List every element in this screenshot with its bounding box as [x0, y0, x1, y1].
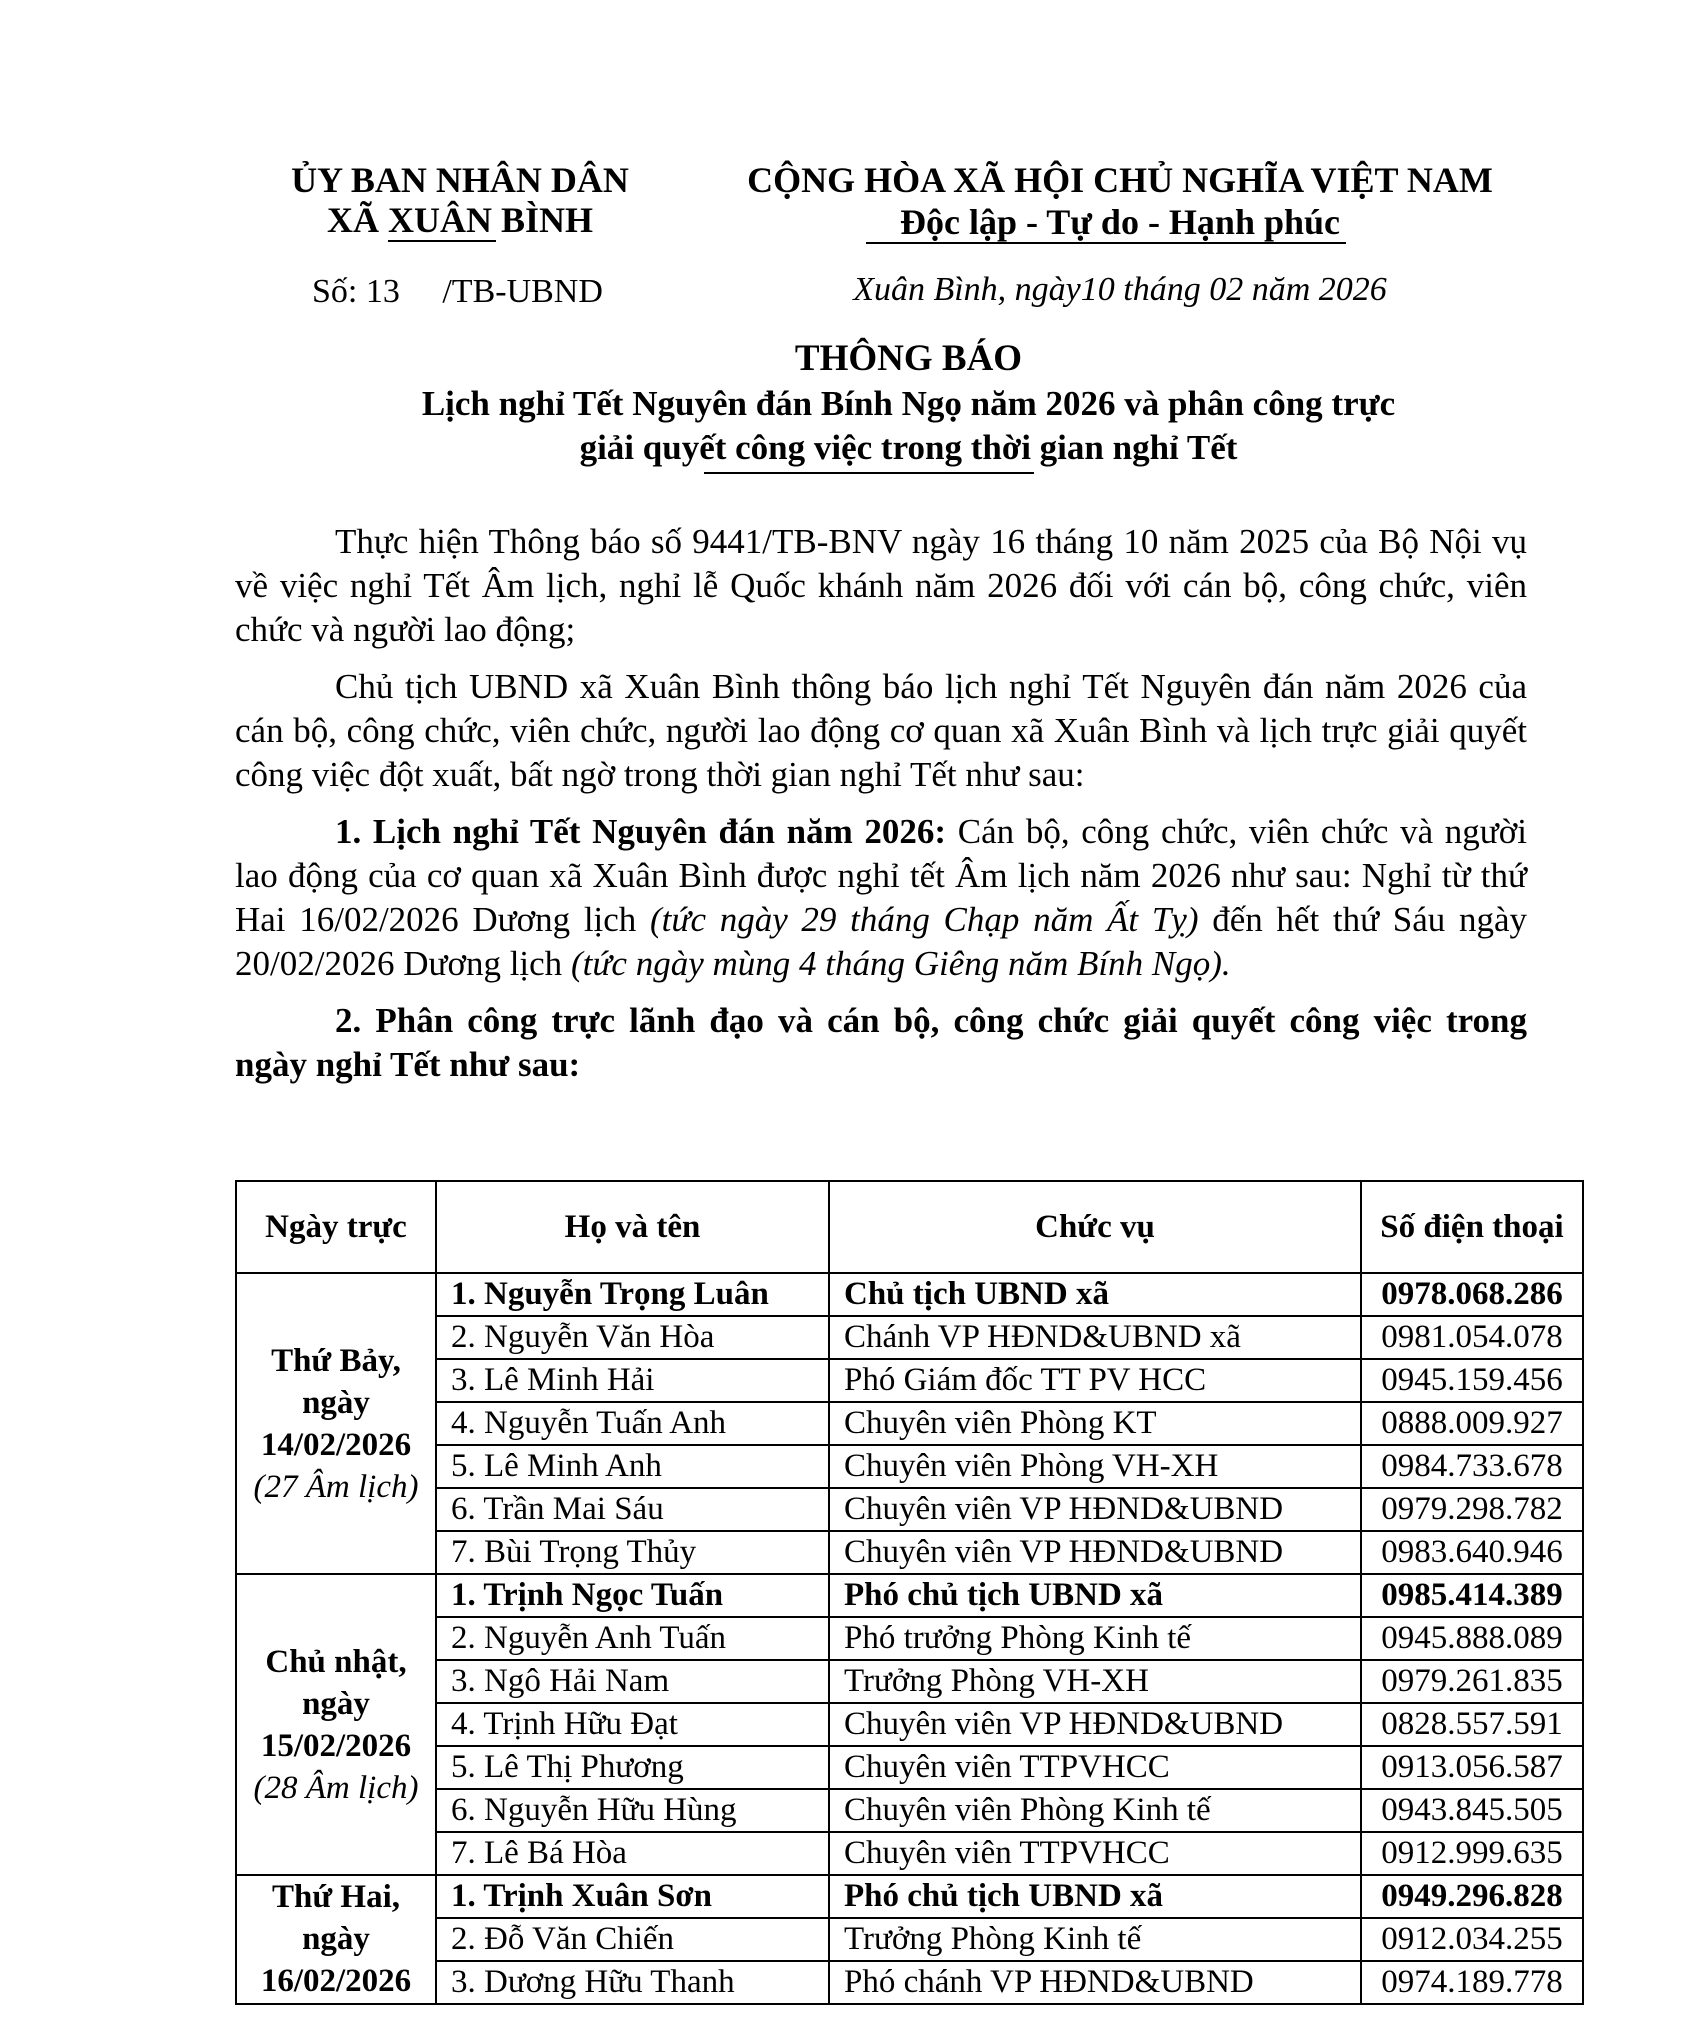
staff-position: Phó trưởng Phòng Kinh tế: [829, 1617, 1361, 1660]
staff-name: 2. Nguyễn Anh Tuấn: [436, 1617, 829, 1660]
staff-name: 4. Trịnh Hữu Đạt: [436, 1703, 829, 1746]
staff-name: 4. Nguyễn Tuấn Anh: [436, 1402, 829, 1445]
doc-subtitle-line2: giải quyết công việc trong thời gian nghỉ Tết: [579, 428, 1238, 467]
staff-phone: 0978.068.286: [1361, 1273, 1583, 1316]
section-1: [235, 810, 1527, 986]
duty-day-cell: [236, 1875, 436, 2004]
staff-name: 5. Lê Minh Anh: [436, 1445, 829, 1488]
paragraph-announcement: Chủ tịch UBND xã Xuân Bình thông báo lịch nghỉ Tết Nguyên đán năm 2026 của cán bộ, công chức, viên chức, người lao động cơ quan xã Xuân Bình và lịch trực giải quyết công việc đột xuất, bất ngờ trong thời gian nghỉ Tết như sau:: [235, 667, 1527, 794]
staff-name: 3. Lê Minh Hải: [436, 1359, 829, 1402]
table-row: [236, 1617, 1583, 1660]
body-content: [235, 520, 1527, 1087]
staff-phone: 0828.557.591: [1361, 1703, 1583, 1746]
table-row: [236, 1918, 1583, 1961]
staff-phone: 0979.298.782: [1361, 1488, 1583, 1531]
staff-phone: 0983.640.946: [1361, 1531, 1583, 1574]
table-row: [236, 1488, 1583, 1531]
staff-phone: 0912.999.635: [1361, 1832, 1583, 1875]
staff-name: 2. Nguyễn Văn Hòa: [436, 1316, 829, 1359]
staff-phone: 0913.056.587: [1361, 1746, 1583, 1789]
staff-position: Phó chủ tịch UBND xã: [829, 1875, 1361, 1918]
table-header-row: [236, 1181, 1583, 1273]
header-position: Chức vụ: [829, 1181, 1361, 1273]
table-row: [236, 1961, 1583, 2004]
staff-name: 2. Đỗ Văn Chiến: [436, 1918, 829, 1961]
staff-phone: 0945.888.089: [1361, 1617, 1583, 1660]
staff-phone: 0981.054.078: [1361, 1316, 1583, 1359]
table-row: [236, 1832, 1583, 1875]
staff-phone: 0949.296.828: [1361, 1875, 1583, 1918]
staff-name: 6. Trần Mai Sáu: [436, 1488, 829, 1531]
staff-name: 1. Trịnh Xuân Sơn: [436, 1875, 829, 1918]
staff-position: Phó chủ tịch UBND xã: [829, 1574, 1361, 1617]
staff-phone: 0945.159.456: [1361, 1359, 1583, 1402]
staff-phone: 0985.414.389: [1361, 1574, 1583, 1617]
staff-phone: 0979.261.835: [1361, 1660, 1583, 1703]
table-row: [236, 1789, 1583, 1832]
section-1-text-b: đến hết thứ Sáu ngày 20/02/2026 Dương lịch: [235, 900, 1527, 983]
duty-day: Chủ nhật, ngày 15/02/2026: [260, 1643, 412, 1764]
doc-number: Số: 13 /TB-UBND: [312, 273, 603, 310]
staff-position: Chuyên viên TTPVHCC: [829, 1832, 1361, 1875]
section-1-heading: 1. Lịch nghỉ Tết Nguyên đán năm 2026:: [335, 812, 947, 851]
staff-position: Chuyên viên VP HĐND&UBND: [829, 1488, 1361, 1531]
staff-position: Chuyên viên Phòng Kinh tế: [829, 1789, 1361, 1832]
staff-position: Chuyên viên VP HĐND&UBND: [829, 1531, 1361, 1574]
table-row: [236, 1746, 1583, 1789]
header-day: Ngày trực: [236, 1181, 436, 1273]
staff-name: 3. Dương Hữu Thanh: [436, 1961, 829, 2004]
staff-name: 1. Trịnh Ngọc Tuấn: [436, 1574, 829, 1617]
place-date: Xuân Bình, ngày10 tháng 02 năm 2026: [853, 271, 1387, 308]
staff-position: Phó Giám đốc TT PV HCC: [829, 1359, 1361, 1402]
org-underline: [388, 240, 496, 242]
section-1-lunar-a: (tức ngày 29 tháng Chạp năm Ất Tỵ): [650, 900, 1199, 939]
duty-day-lunar: (28 Âm lịch): [253, 1769, 419, 1806]
staff-name: 5. Lê Thị Phương: [436, 1746, 829, 1789]
staff-position: Chuyên viên Phòng VH-XH: [829, 1445, 1361, 1488]
duty-day: Thứ Bảy, ngày 14/02/2026: [260, 1342, 412, 1463]
doc-subtitle-line1: Lịch nghỉ Tết Nguyên đán Bính Ngọ năm 2026 và phân công trực: [421, 384, 1396, 423]
staff-name: 7. Lê Bá Hòa: [436, 1832, 829, 1875]
table-row: [236, 1660, 1583, 1703]
duty-schedule-table: [235, 1180, 1584, 2005]
staff-position: Chuyên viên VP HĐND&UBND: [829, 1703, 1361, 1746]
doc-title: THÔNG BÁO: [794, 338, 1023, 379]
duty-day-lunar: (27 Âm lịch): [253, 1468, 419, 1505]
section-2-heading: 2. Phân công trực lãnh đạo và cán bộ, công chức giải quyết công việc trong ngày nghỉ Tết như sau:: [235, 1001, 1527, 1084]
staff-position: Chuyên viên TTPVHCC: [829, 1746, 1361, 1789]
table-row: [236, 1445, 1583, 1488]
staff-phone: 0943.845.505: [1361, 1789, 1583, 1832]
duty-day-cell: [236, 1574, 436, 1875]
table-row: [236, 1273, 1583, 1316]
nation-title: CỘNG HÒA XÃ HỘI CHỦ NGHĨA VIỆT NAM: [747, 160, 1493, 200]
title-underline: [704, 472, 1034, 474]
org-name-line1: ỦY BAN NHÂN DÂN: [291, 160, 629, 200]
staff-name: 7. Bùi Trọng Thủy: [436, 1531, 829, 1574]
staff-position: Chủ tịch UBND xã: [829, 1273, 1361, 1316]
staff-phone: 0974.189.778: [1361, 1961, 1583, 2004]
staff-position: Chánh VP HĐND&UBND xã: [829, 1316, 1361, 1359]
table-row: [236, 1359, 1583, 1402]
staff-phone: 0888.009.927: [1361, 1402, 1583, 1445]
table-row: [236, 1703, 1583, 1746]
paragraph-reference: Thực hiện Thông báo số 9441/TB-BNV ngày 16 tháng 10 năm 2025 của Bộ Nội vụ về việc nghỉ Tết Âm lịch, nghỉ lễ Quốc khánh năm 2026 đối với cán bộ, công chức, viên chức và người lao động;: [235, 522, 1527, 649]
staff-phone: 0912.034.255: [1361, 1918, 1583, 1961]
table-row: [236, 1316, 1583, 1359]
table-row: [236, 1531, 1583, 1574]
motto-underline: [866, 242, 1346, 244]
staff-name: 1. Nguyễn Trọng Luân: [436, 1273, 829, 1316]
staff-position: Trưởng Phòng VH-XH: [829, 1660, 1361, 1703]
staff-name: 6. Nguyễn Hữu Hùng: [436, 1789, 829, 1832]
duty-day-cell: [236, 1273, 436, 1574]
table-row: [236, 1875, 1583, 1918]
nation-motto: Độc lập - Tự do - Hạnh phúc: [899, 202, 1341, 242]
table-row: [236, 1402, 1583, 1445]
staff-name: 3. Ngô Hải Nam: [436, 1660, 829, 1703]
staff-position: Phó chánh VP HĐND&UBND: [829, 1961, 1361, 2004]
org-name-line2: XÃ XUÂN BÌNH: [326, 200, 593, 240]
duty-day: Thứ Hai, ngày 16/02/2026: [260, 1879, 412, 1999]
header-name: Họ và tên: [436, 1181, 829, 1273]
header-phone: Số điện thoại: [1361, 1181, 1583, 1273]
staff-position: Chuyên viên Phòng KT: [829, 1402, 1361, 1445]
staff-position: Trưởng Phòng Kinh tế: [829, 1918, 1361, 1961]
section-1-lunar-b: (tức ngày mùng 4 tháng Giêng năm Bính Ngọ).: [570, 944, 1231, 983]
section-1-text-a: Cán bộ, công chức, viên chức và người lao động của cơ quan xã Xuân Bình được nghỉ tết Âm lịch năm 2026 như sau: Nghỉ từ thứ Hai 16/02/2026 Dương lịch: [235, 812, 1527, 939]
table-row: [236, 1574, 1583, 1617]
staff-phone: 0984.733.678: [1361, 1445, 1583, 1488]
